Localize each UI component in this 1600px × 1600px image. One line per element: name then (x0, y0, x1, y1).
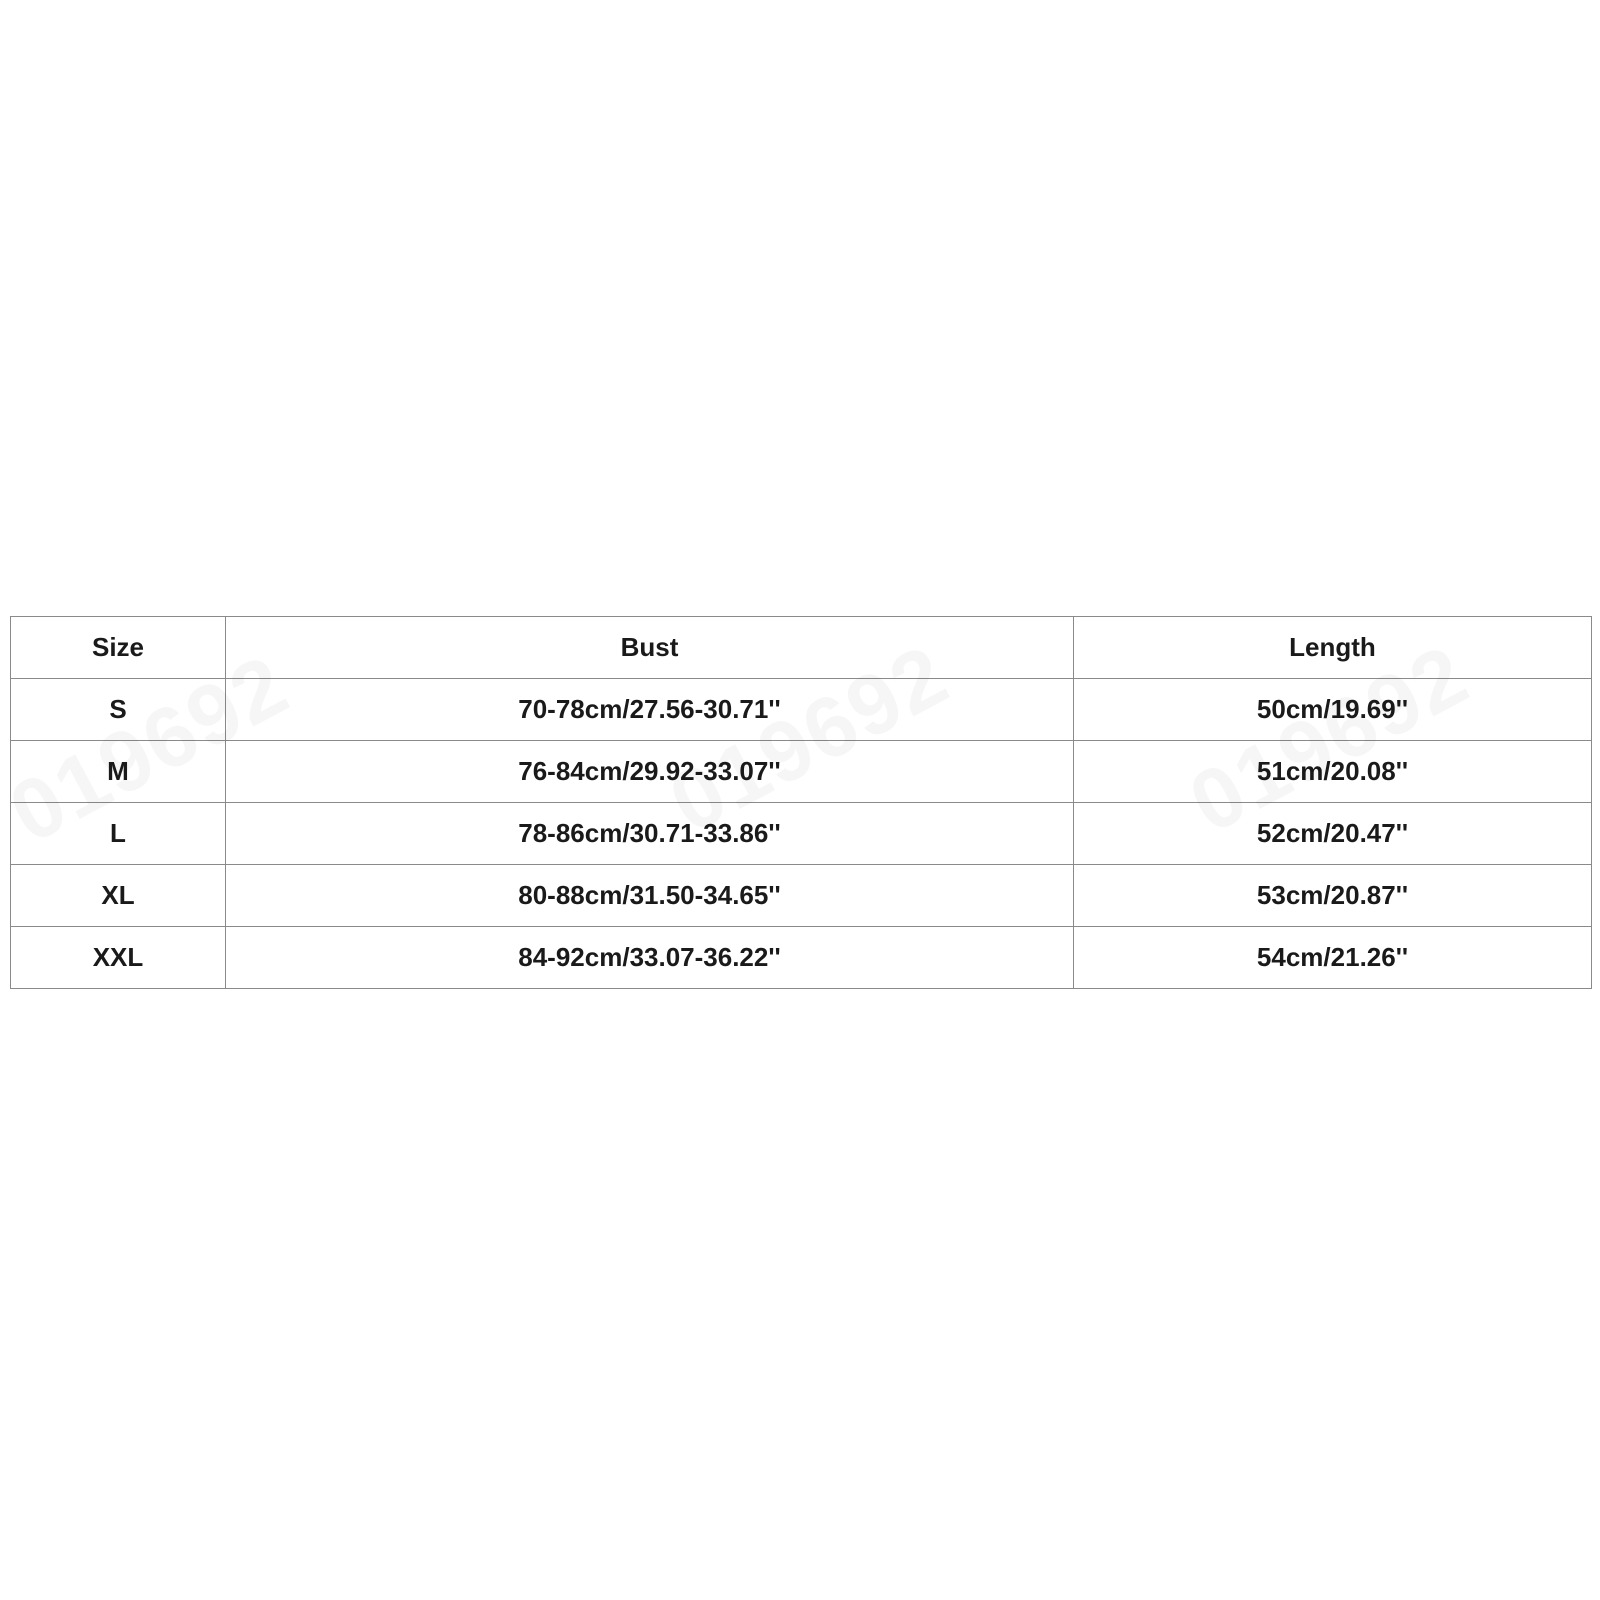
header-length: Length (1074, 617, 1592, 679)
cell-size: M (11, 741, 226, 803)
cell-size: XXL (11, 927, 226, 989)
cell-size: S (11, 679, 226, 741)
cell-bust: 80-88cm/31.50-34.65'' (226, 865, 1074, 927)
table-row (11, 803, 1592, 865)
cell-length: 53cm/20.87'' (1074, 865, 1592, 927)
cell-length: 51cm/20.08'' (1074, 741, 1592, 803)
table-row (11, 865, 1592, 927)
table-row (11, 927, 1592, 989)
cell-length: 52cm/20.47'' (1074, 803, 1592, 865)
table-row (11, 741, 1592, 803)
cell-bust: 84-92cm/33.07-36.22'' (226, 927, 1074, 989)
cell-bust: 76-84cm/29.92-33.07'' (226, 741, 1074, 803)
cell-size: L (11, 803, 226, 865)
size-chart-table (10, 616, 1592, 989)
cell-bust: 78-86cm/30.71-33.86'' (226, 803, 1074, 865)
table-header-row (11, 617, 1592, 679)
cell-bust: 70-78cm/27.56-30.71'' (226, 679, 1074, 741)
header-bust: Bust (226, 617, 1074, 679)
cell-length: 54cm/21.26'' (1074, 927, 1592, 989)
table-row (11, 679, 1592, 741)
cell-length: 50cm/19.69'' (1074, 679, 1592, 741)
header-size: Size (11, 617, 226, 679)
cell-size: XL (11, 865, 226, 927)
